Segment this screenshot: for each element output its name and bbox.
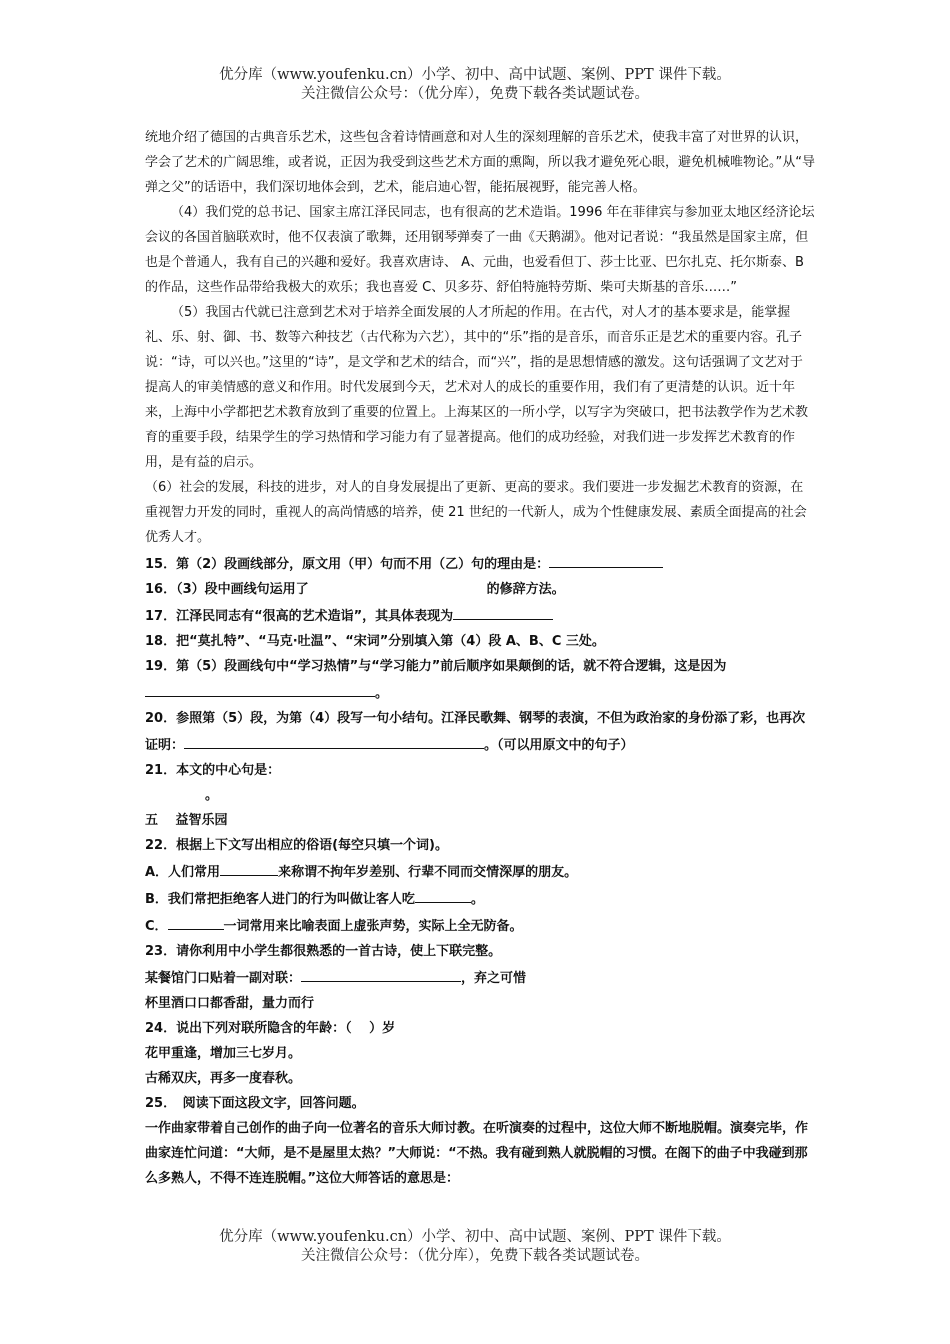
question-22-a (145, 858, 815, 885)
question-15-text: 15．第（2）段画线部分，原文用（甲）句而不用（乙）句的理由是： (145, 557, 550, 572)
header-line-2: 关注微信公众号：（优分库），免费下载各类试题试卷。 (301, 86, 649, 102)
answer-blank-20[interactable] (184, 731, 484, 749)
answer-blank-15[interactable] (549, 550, 663, 568)
page-header (0, 66, 950, 104)
question-24: 24．说出下列对联所隐含的年龄：（ ）岁 (145, 1021, 396, 1036)
question-20 (145, 706, 815, 758)
answer-blank-22b[interactable] (415, 885, 471, 903)
question-22: 22．根据上下文写出相应的俗语(每空只填一个词)。 (145, 838, 448, 853)
question-23-line-2: 杯里酒口口都香甜，量力而行 (145, 996, 315, 1011)
document-body (145, 125, 815, 1191)
question-19-text: 19．第（5）段画线句中“学习热情”与“学习能力”前后顺序如果颠倒的话，就不符合逻辑，这是因为 (145, 659, 727, 674)
question-21-answer-line (145, 783, 815, 808)
question-22-c (145, 912, 815, 939)
question-22-c-text-1: C． (145, 919, 168, 934)
question-24-line-2: 古稀双庆，再多一度春秋。 (145, 1071, 302, 1086)
question-22-c-text-2: 一词常用来比喻表面上虚张声势，实际上全无防备。 (223, 919, 523, 934)
question-17 (145, 602, 815, 629)
question-22-b-text-1: B．我们常把拒绝客人进门的行为叫做让客人吃 (145, 892, 415, 907)
question-16 (145, 577, 815, 602)
question-23: 23．请你利用中小学生都很熟悉的一首古诗，使上下联完整。 (145, 944, 502, 959)
answer-blank-22c[interactable] (168, 912, 224, 930)
question-20-text-b: 。（可以用原文中的句子） (484, 738, 634, 753)
question-17-text: 17．江泽民同志有“很高的艺术造诣”，其具体表现为 (145, 609, 454, 624)
passage-paragraph-4: （4）我们党的总书记、国家主席江泽民同志，也有很高的艺术造诣。1996 年在菲律宾与参加亚太地区经济论坛会议的各国首脑联欢时，他不仅表演了歌舞，还用钢琴弹奏了一曲《天鹅湖》。他对记者说：“我虽然是国家主席，但也是个普通人，我有自己的兴趣和爱好。我喜欢唐诗、 A、元曲，也爱看但丁、莎士比亚、巴尔扎克、托尔斯泰、B 的作品，这些作品带给我极大的欢乐；我也喜爱 C、贝多芬、舒伯特施特劳斯、柴可夫斯基的音乐……” (145, 205, 815, 295)
passage-paragraph-6: （6）社会的发展，科技的进步，对人的自身发展提出了更新、更高的要求。我们要进一步发掘艺术教育的资源，在重视智力开发的同时，重视人的高尚情感的培养，使 21 世纪的一代新人，成为个性健康发展、素质全面提高的社会优秀人才。 (145, 480, 807, 545)
question-19-end: 。 (375, 686, 389, 701)
question-25: 25． 阅读下面这段文字，回答问题。 (145, 1096, 365, 1111)
answer-blank-17[interactable] (453, 602, 553, 620)
footer-line-2: 关注微信公众号：（优分库），免费下载各类试题试卷。 (301, 1248, 649, 1264)
question-22-b (145, 885, 815, 912)
passage-paragraph-5: （5）我国古代就已注意到艺术对于培养全面发展的人才所起的作用。在古代，对人才的基本要求是，能掌握礼、乐、射、御、书、数等六种技艺（古代称为六艺），其中的“乐”指的是音乐，而音乐正是艺术的重要内容。孔子说：“诗，可以兴也。”这里的“诗”，是文学和艺术的结合，而“兴”，指的是思想情感的激发。这句话强调了文艺对于提高人的审美情感的意义和作用。时代发展到今天，艺术对人的成长的重要作用，我们有了更清楚的认识。近十年来，上海中小学都把艺术教育放到了重要的位置上。上海某区的一所小学，以写字为突破口，把书法教学作为艺术教育的重要手段，结果学生的学习热情和学习能力有了显著提高。他们的成功经验，对我们进一步发挥艺术教育的作用，是有益的启示。 (145, 305, 809, 470)
question-18: 18．把“莫扎特”、“马克·吐温”、“宋词”分别填入第（4）段 A、B、C 三处。 (145, 634, 605, 649)
footer-line-1: 优分库（www.youfenku.cn）小学、初中、高中试题、案例、PPT 课件下载。 (219, 1229, 731, 1245)
header-line-1: 优分库（www.youfenku.cn）小学、初中、高中试题、案例、PPT 课件下载。 (219, 67, 731, 83)
question-16-text-b: 的修辞方法。 (486, 582, 565, 597)
question-21: 21．本文的中心句是： (145, 763, 281, 778)
question-15 (145, 550, 815, 577)
question-16-text-a: 16．（3）段中画线句运用了 (145, 582, 309, 597)
question-22-a-text-2: 来称谓不拘年岁差别、行辈不同而交情深厚的朋友。 (278, 865, 578, 880)
question-23-text-1: 某餐馆门口贴着一副对联： (145, 971, 302, 986)
question-20-text-a: 20．参照第（5）段，为第（4）段写一句小结句。江泽民歌舞、钢琴的表演，不但为政治家的身份添了彩，也再次证明： (145, 711, 806, 753)
question-23-text-2: ，弃之可惜 (461, 971, 527, 986)
question-25-passage: 一作曲家带着自己创作的曲子向一位著名的音乐大师讨教。在听演奏的过程中，这位大师不断地脱帽。演奏完毕，作曲家连忙问道：“大师，是不是屋里太热？”大师说：“不热。我有碰到熟人就脱帽的习惯。在阁下的曲子中我碰到那么多熟人，不得不连连脱帽。”这位大师答话的意思是： (145, 1121, 809, 1186)
passage-paragraph-continued: 统地介绍了德国的古典音乐艺术，这些包含着诗情画意和对人生的深刻理解的音乐艺术，使我丰富了对世界的认识，学会了艺术的广阔思维，或者说，正因为我受到这些艺术方面的熏陶，所以我才避免死心眼，避免机械唯物论。”从“导弹之父”的话语中，我们深切地体会到，艺术，能启迪心智，能拓展视野，能完善人格。 (145, 130, 815, 195)
section-5-title: 五 益智乐园 (145, 813, 228, 828)
question-24-line-1: 花甲重逢，增加三七岁月。 (145, 1046, 302, 1061)
answer-blank-23[interactable] (301, 964, 461, 982)
question-19 (145, 654, 815, 706)
page-footer (0, 1228, 950, 1266)
question-23-line-1 (145, 964, 815, 991)
question-22-a-text-1: A．人们常用 (145, 865, 221, 880)
answer-blank-22a[interactable] (220, 858, 278, 876)
answer-blank-19[interactable] (145, 679, 375, 697)
question-22-b-text-2: 。 (470, 892, 484, 907)
question-21-end: 。 (205, 788, 219, 803)
